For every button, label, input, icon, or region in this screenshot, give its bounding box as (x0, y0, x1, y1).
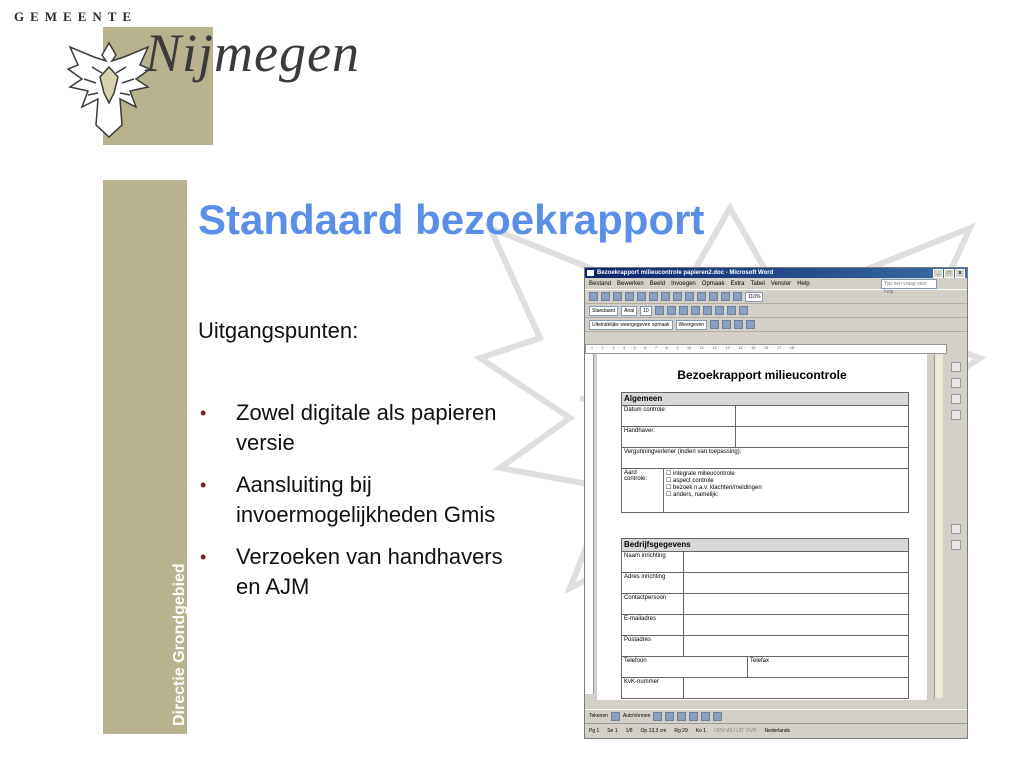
side-tool-icon[interactable] (951, 524, 961, 534)
table-row (622, 678, 909, 699)
vertical-scrollbar[interactable] (934, 354, 943, 698)
department-label: Directie Grondgebied (171, 563, 188, 726)
word-titlebar (585, 268, 967, 278)
status-row: Rg 29 (674, 728, 688, 734)
row-label: Telefoon (622, 657, 748, 678)
line-icon[interactable] (653, 712, 662, 721)
municipality-label: GEMEENTE (14, 9, 138, 24)
status-column: Ko 1 (695, 728, 707, 734)
paste-icon[interactable] (685, 292, 694, 301)
next-change-icon[interactable] (722, 320, 731, 329)
status-pages: 1/8 (625, 728, 633, 734)
reject-change-icon[interactable] (746, 320, 755, 329)
word-window (584, 267, 968, 739)
status-language: Nederlands (764, 728, 791, 734)
general-table (621, 392, 909, 513)
side-tool-icon[interactable] (951, 410, 961, 420)
review-show-select[interactable]: Weergeven (676, 320, 707, 330)
table-cell[interactable] (684, 573, 909, 594)
list-item (198, 470, 518, 530)
side-tool-icon[interactable] (951, 362, 961, 372)
menu-bewerken[interactable]: Bewerken (617, 280, 644, 287)
line-color-icon[interactable] (713, 712, 722, 721)
menu-extra[interactable]: Extra (730, 280, 745, 287)
textbox-icon[interactable] (689, 712, 698, 721)
close-button[interactable]: x (955, 269, 965, 278)
menu-invoegen[interactable]: Invoegen (671, 280, 696, 287)
spelling-icon[interactable] (649, 292, 658, 301)
style-select[interactable]: Standaard (589, 306, 618, 316)
row-label: Postadres (622, 636, 684, 657)
table-row (622, 657, 909, 678)
control-options-cell (664, 469, 909, 513)
open-icon[interactable] (601, 292, 610, 301)
vertical-ruler[interactable] (585, 354, 594, 694)
align-right-icon[interactable] (715, 306, 724, 315)
checkbox-option[interactable]: ☐ integrale milieucontrole (666, 471, 735, 477)
slide-subtitle: Uitgangspunten: (198, 318, 359, 343)
checkbox-option[interactable]: ☐ anders, namelijk: (666, 492, 719, 498)
side-tool-icon[interactable] (951, 540, 961, 550)
table-row (622, 448, 909, 469)
status-section: Se 1 (607, 728, 618, 734)
undo-icon[interactable] (697, 292, 706, 301)
table-row (622, 636, 909, 657)
menu-tabel[interactable]: Tabel (750, 280, 765, 287)
status-modes: OPN WIJ UIT OVR (714, 728, 757, 734)
document-title: Bezoekrapport milieucontrole (677, 368, 847, 382)
bullet-dot-icon: • (200, 475, 207, 495)
help-search-input[interactable]: Typ een vraag voor hulp (881, 279, 937, 289)
checkbox-option[interactable]: ☐ bezoek n.a.v. klachten/meldingen (666, 485, 762, 491)
table-cell[interactable] (736, 406, 909, 427)
drawing-toolbar (585, 709, 968, 722)
coat-of-arms-eagle-icon (64, 33, 154, 143)
row-label: Vergunningverlener (indien van toepassing): (622, 448, 909, 469)
bullet-text: Zowel digitale als papieren versie (236, 400, 497, 455)
word-menubar (585, 278, 967, 295)
list-item (198, 398, 518, 458)
bullet-dot-icon: • (200, 403, 207, 423)
menu-opmaak[interactable]: Opmaak (701, 280, 725, 287)
columns-icon[interactable] (733, 292, 742, 301)
status-position: Op 13,3 cm (640, 728, 667, 734)
menu-beeld[interactable]: Beeld (649, 280, 666, 287)
review-view-select[interactable]: Uiteindelijke weergegeven opmaak (589, 320, 673, 330)
print-icon[interactable] (625, 292, 634, 301)
table-row (622, 552, 909, 573)
row-label: Contactpersoon (622, 594, 684, 615)
row-label: E-mailadres (622, 615, 684, 636)
side-tool-icon[interactable] (951, 394, 961, 404)
word-app-icon (587, 270, 594, 276)
fill-color-icon[interactable] (701, 712, 710, 721)
row-label: Handhaver: (622, 427, 736, 448)
table-cell[interactable] (684, 615, 909, 636)
menu-venster[interactable]: Venster (770, 280, 792, 287)
table-cell[interactable] (684, 678, 909, 699)
bullet-list (198, 398, 518, 614)
bullet-text: Verzoeken van handhavers en AJM (236, 544, 503, 599)
checkbox-option[interactable]: ☐ aspect controle (666, 478, 714, 484)
redo-icon[interactable] (709, 292, 718, 301)
row-label: Aard controle: (622, 469, 664, 513)
table-row (622, 406, 909, 427)
table-cell[interactable] (736, 427, 909, 448)
document-page[interactable] (597, 354, 927, 700)
bullet-dot-icon: • (200, 547, 207, 567)
accept-change-icon[interactable] (734, 320, 743, 329)
align-left-icon[interactable] (691, 306, 700, 315)
word-window-title: Bezoekrapport milieucontrole papieren2.doc - Microsoft Word (597, 270, 774, 276)
bold-icon[interactable] (655, 306, 664, 315)
save-icon[interactable] (613, 292, 622, 301)
formatting-toolbar (585, 304, 967, 318)
bullet-text: Aansluiting bij invoermogelijkheden Gmis (236, 472, 496, 527)
row-label: Datum controle: (622, 406, 736, 427)
italic-icon[interactable] (667, 306, 676, 315)
table-row (622, 573, 909, 594)
table-row (622, 469, 909, 513)
standard-toolbar (585, 290, 967, 304)
table-icon[interactable] (721, 292, 730, 301)
window-controls (933, 269, 965, 278)
maximize-button[interactable]: □ (944, 269, 954, 278)
section-general-header: Algemeen (622, 393, 909, 406)
bullets-icon[interactable] (727, 306, 736, 315)
table-row (622, 594, 909, 615)
review-toolbar (585, 318, 967, 332)
minimize-button[interactable]: _ (933, 269, 943, 278)
copy-icon[interactable] (673, 292, 682, 301)
section-company-header: Bedrijfsgegevens (622, 539, 909, 552)
table-row (622, 615, 909, 636)
company-table (621, 538, 909, 699)
municipality-name: Nijmegen (145, 23, 360, 83)
draw-menu[interactable]: Tekenen (589, 713, 608, 719)
underline-icon[interactable] (679, 306, 688, 315)
menu-bestand[interactable]: Bestand (589, 280, 612, 287)
menu-help[interactable]: Help (797, 280, 810, 287)
align-center-icon[interactable] (703, 306, 712, 315)
autoshapes-menu[interactable]: AutoVormen (622, 713, 651, 719)
font-size-select[interactable]: 10 (640, 306, 652, 316)
side-toolbar (943, 354, 967, 698)
status-bar (585, 723, 968, 738)
row-label: KvK-nummer (622, 678, 684, 699)
table-cell[interactable] (684, 636, 909, 657)
new-document-icon[interactable] (589, 292, 598, 301)
zoom-select[interactable]: 110% (745, 292, 763, 302)
oval-icon[interactable] (677, 712, 686, 721)
previous-change-icon[interactable] (710, 320, 719, 329)
font-color-icon[interactable] (739, 306, 748, 315)
table-cell[interactable] (684, 594, 909, 615)
table-row (622, 427, 909, 448)
preview-icon[interactable] (637, 292, 646, 301)
row-label: Adres inrichting (622, 573, 684, 594)
list-item (198, 542, 518, 602)
select-arrow-icon[interactable] (611, 712, 620, 721)
row-label: Naam inrichting (622, 552, 684, 573)
row-label: Telefax (748, 657, 909, 678)
font-select[interactable]: Arial (621, 306, 637, 316)
slide-title: Standaard bezoekrapport (198, 196, 705, 243)
rectangle-icon[interactable] (665, 712, 674, 721)
cut-icon[interactable] (661, 292, 670, 301)
horizontal-ruler[interactable]: · · 1 · · · 2 · · · 3 · · · 4 · · · 5 · · · 6 · · · 7 · · · 8 · · · 9 · · · 10 · · · 11 · · · 12 · · · 13 · · · 14 · · · 15 · · · 16 · · · 17 · · · 18 · (585, 344, 947, 354)
table-cell[interactable] (684, 552, 909, 573)
side-tool-icon[interactable] (951, 378, 961, 388)
status-page: Pg 1 (589, 728, 600, 734)
